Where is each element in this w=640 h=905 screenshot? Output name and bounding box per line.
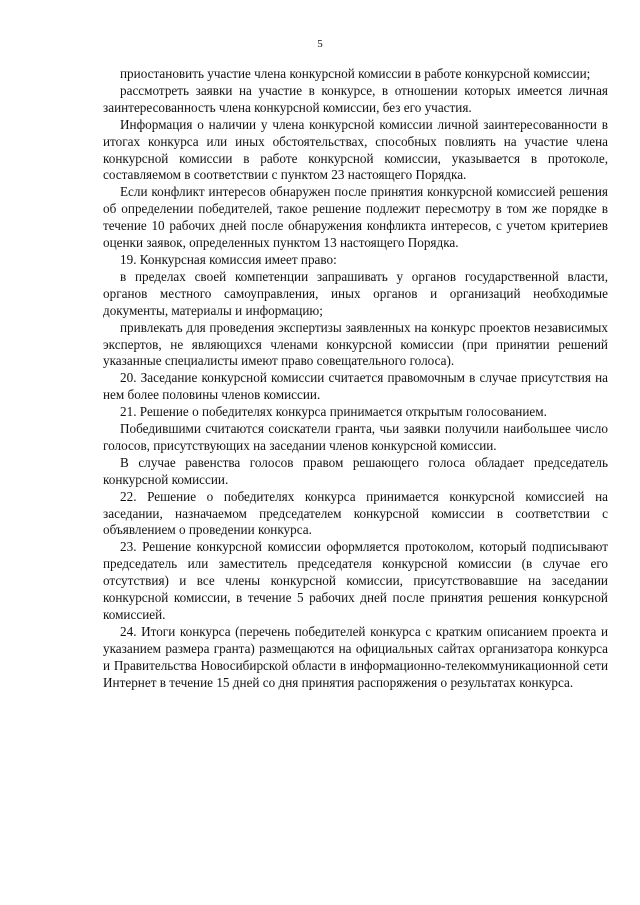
paragraph: 21. Решение о победителях конкурса принимается открытым голосованием. xyxy=(120,404,547,420)
paragraph: Информация о наличии у члена конкурсной комиссии личной заинтересованности в итогах конкурса или иных обстоятельствах, способных повлиять на участие члена конкурсной комиссии в работе конкурсной комиссии, указывается в протоколе, составляемом в соответствии с пунктом 23 настоящего Порядка. xyxy=(103,116,608,183)
paragraph: привлекать для проведения экспертизы заявленных на конкурс проектов независимых экспертов, не являющихся членами конкурсной комиссии (при принятии решений указанные специалисты имеют право совещательного голоса). xyxy=(103,319,608,369)
paragraph: 19. Конкурсная комиссия имеет право: xyxy=(120,251,337,267)
paragraph: 20. Заседание конкурсной комиссии считается правомочным в случае присутствия на нем более половины членов комиссии. xyxy=(103,370,608,403)
paragraph: 23. Решение конкурсной комиссии оформляется протоколом, который подписывают председатель или заместитель председателя конкурсной комиссии (в случае его отсутствия) и все члены конкурсной комиссии, присутствовавшие на заседании конкурсной комиссии, в течение 5 рабочих дней после принятия решения конкурсной комиссией. xyxy=(103,539,608,622)
paragraph: приостановить участие члена конкурсной комиссии в работе конкурсной комиссии; xyxy=(120,66,591,81)
paragraph: Победившими считаются соискатели гранта, чьи заявки получили наибольшее число голосов, присутствующих на заседании членов конкурсной комиссии. xyxy=(103,421,608,453)
paragraph: рассмотреть заявки на участие в конкурсе, в отношении которых имеется личная заинтересованность члена конкурсной комиссии, без его участия. xyxy=(103,82,608,115)
document-body xyxy=(103,66,608,692)
paragraph: 24. Итоги конкурса (перечень победителей конкурса с кратким описанием проекта и указанием размера гранта) размещаются на официальных сайтах организатора конкурса и Правительства Новосибирской области в информационно-телекоммуникационной сети Интернет в течение 15 дней со дня принятия распоряжения о результатах конкурса. xyxy=(103,623,608,690)
paragraph: 22. Решение о победителях конкурса принимается конкурсной комиссией на заседании, назначаемом председателем конкурсной комиссии в соответствии с объявлением о проведении конкурса. xyxy=(103,488,608,538)
paragraph: в пределах своей компетенции запрашивать у органов государственной власти, органов местного самоуправления, иных органов и организаций необходимые документы, материалы и информацию; xyxy=(103,268,608,318)
page-number: 5 xyxy=(317,38,323,50)
paragraph: В случае равенства голосов правом решающего голоса обладает председатель конкурсной комиссии. xyxy=(103,454,608,487)
paragraph: Если конфликт интересов обнаружен после принятия конкурсной комиссией решения об определении победителей, такое решение подлежит пересмотру в том же порядке в течение 10 рабочих дней после обнаружения конфликта интересов, с учетом критериев оценки заявок, определенных пунктом 13 настоящего Порядка. xyxy=(103,184,608,251)
